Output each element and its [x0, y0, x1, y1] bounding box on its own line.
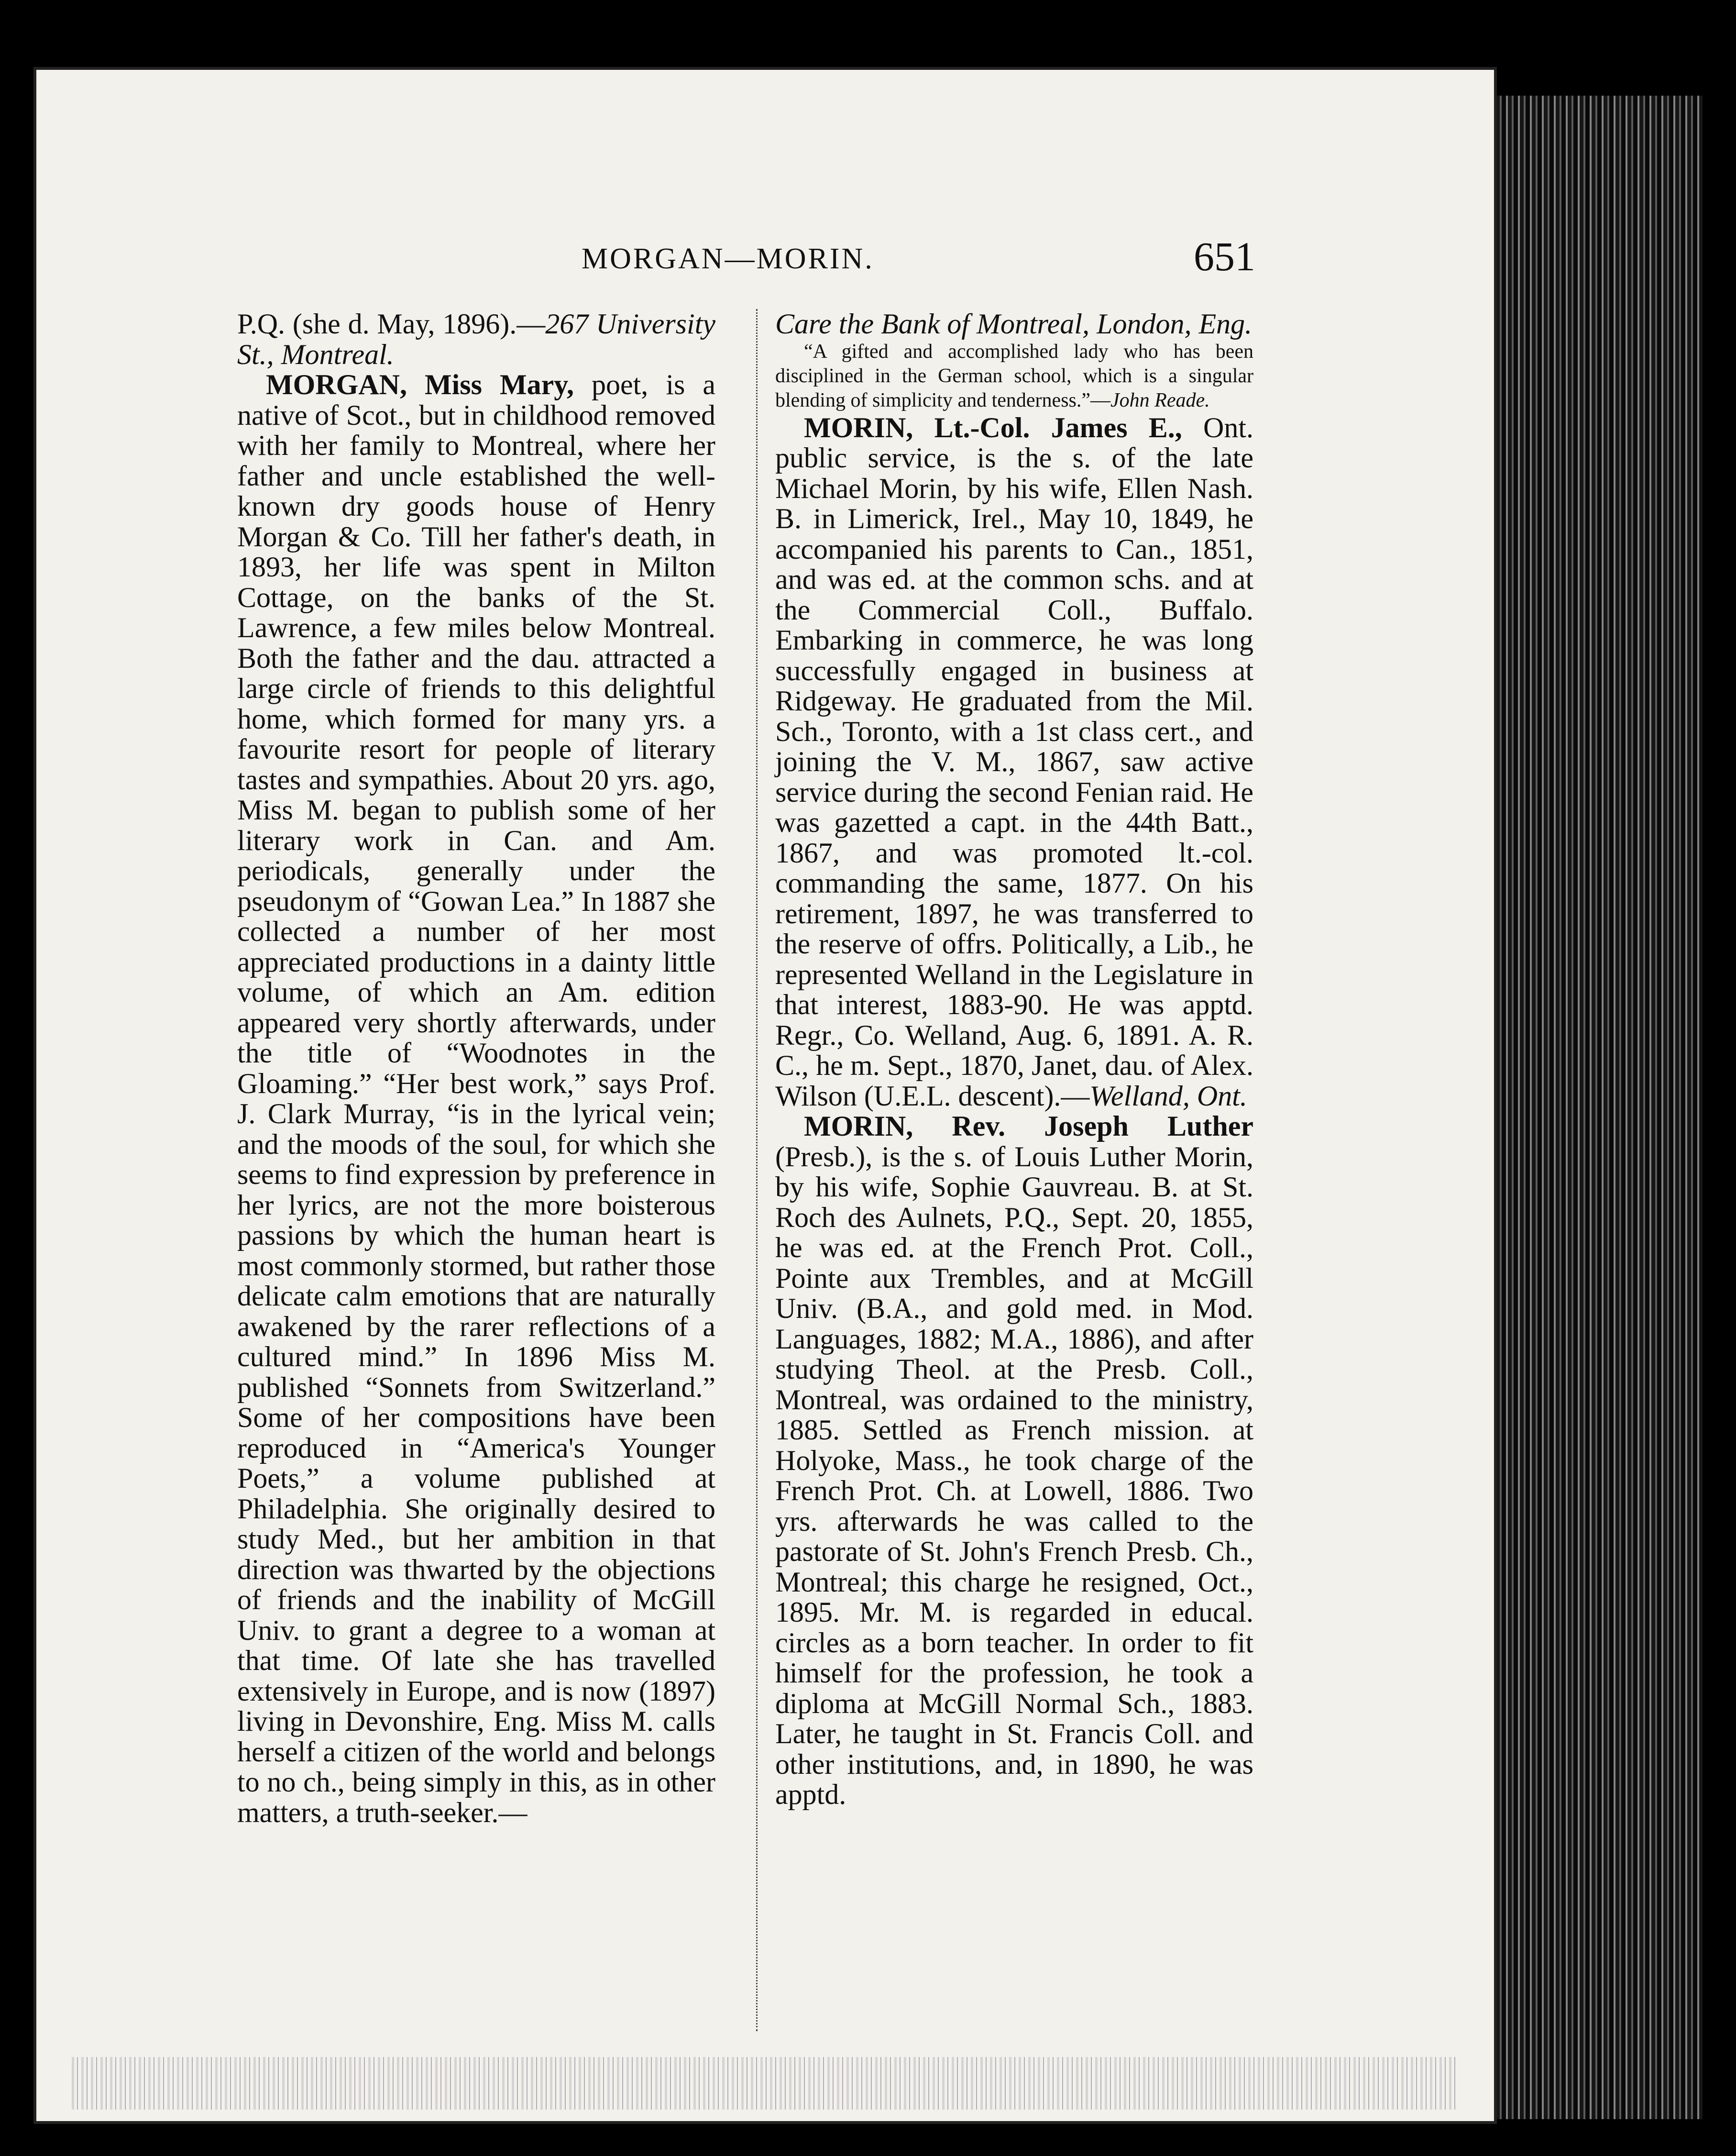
entry-name: MORGAN, Miss Mary, [266, 369, 574, 400]
right-column [775, 309, 1253, 1810]
entry-quote [775, 340, 1253, 413]
column-divider [756, 309, 758, 2031]
entry-address: Welland, Ont. [1089, 1080, 1247, 1112]
running-head [36, 232, 1500, 290]
entry-name: MORIN, Lt.-Col. James E., [804, 411, 1182, 443]
page-gutter-shadow [1478, 96, 1703, 2119]
entry-text: Ont. public service, is the s. of the late Michael Morin, by his wife, Ellen Nash. B. in Limerick, Irel., May 10, 1849, he accompanied his parents to Can., 1851, and was ed. at the common schs. and at the Commercial Coll., Buffalo. Embarking in commerce, he was long successfully engaged in business at Ridgeway. He graduated from the Mil. Sch., Toronto, with a 1st class cert., and joining the V. M., 1867, saw active service during the second Fenian raid. He was gazetted a capt. in the 44th Batt., 1867, and was promoted lt.-col. commanding the same, 1877. On his retirement, 1897, he was transferred to the reserve of offrs. Politically, a Lib., he represented Welland in the Legislature in that interest, 1883-90. He was apptd. Regr., Co. Welland, Aug. 6, 1891. A. R. C., he m. Sept., 1870, Janet, dau. of Alex. Wilson (U.E.L. descent).— [775, 411, 1253, 1112]
quote-text: “A gifted and accomplished lady who has been disciplined in the German school, which is a singular blending of simplicity and tenderness.”— [775, 340, 1253, 411]
entry-continuation [237, 309, 715, 370]
quote-author: John Reade. [1110, 389, 1210, 411]
scan-noise-bottom [72, 2057, 1459, 2110]
book-page [33, 67, 1497, 2124]
entry-name: MORIN, Rev. Joseph Luther [804, 1110, 1253, 1142]
entry-address: 267 University St., Montreal. [237, 308, 715, 370]
page-number: 651 [1194, 233, 1255, 279]
entry-text: poet, is a native of Scot., but in childhood removed with her family to Montreal, where her father and uncle established the well-known dry goods house of Henry Morgan & Co. Till her father's death, in 1893, her life was spent in Milton Cottage, on the banks of the St. Lawrence, a few miles below Montreal. Both the father and the dau. attracted a large circle of friends to this delightful home, which formed for many yrs. a favourite resort for people of literary tastes and sympathies. About 20 yrs. ago, Miss M. began to publish some of her literary work in Can. and Am. periodicals, generally under the pseudonym of “Gowan Lea.” In 1887 she collected a number of her most appreciated productions in a dainty little volume, of which an Am. edition appeared very shortly afterwards, under the title of “Woodnotes in the Gloaming.” “Her best work,” says Prof. J. Clark Murray, “is in the lyrical vein; and the moods of the soul, for which she seems to find expression by preference in her lyrics, are not the more boisterous passions by which the human heart is most commonly stormed, but rather those delicate calm emotions that are naturally awakened by the rarer reflections of a cultured mind.” In 1896 Miss M. published “Sonnets from Switzerland.” Some of her compositions have been reproduced in “America's Younger Poets,” a volume published at Philadelphia. She originally desired to study Med., but her ambition in that direction was thwarted by the objections of friends and the inability of McGill Univ. to grant a degree to a woman at that time. Of late she has travelled extensively in Europe, and is now (1897) living in Devonshire, Eng. Miss M. calls herself a citizen of the world and belongs to no ch., being simply in this, as in other matters, a truth-seeker.— [237, 369, 715, 1828]
entry-address-continuation: Care the Bank of Montreal, London, Eng. [775, 308, 1253, 340]
entry-morin-james [775, 413, 1253, 1112]
entry-text: (Presb.), is the s. of Louis Luther Morin, by his wife, Sophie Gauvreau. B. at St. Roch des Aulnets, P.Q., Sept. 20, 1855, he was ed. at the French Prot. Coll., Pointe aux Trembles, and at McGill Univ. (B.A., and gold med. in Mod. Languages, 1882; M.A., 1886), and after studying Theol. at the Presb. Coll., Montreal, was ordained to the ministry, 1885. Settled as French mission. at Holyoke, Mass., he took charge of the French Prot. Ch. at Lowell, 1886. Two yrs. afterwards he was called to the pastorate of St. John's French Presb. Ch., Montreal; this charge he resigned, Oct., 1895. Mr. M. is regarded in educal. circles as a born teacher. In order to fit himself for the profession, he took a diploma at McGill Normal Sch., 1883. Later, he taught in St. Francis Coll. and other institutions, and, in 1890, he was apptd. [775, 1140, 1253, 1810]
entry-morin-joseph [775, 1111, 1253, 1810]
entry-morgan-mary [237, 370, 715, 1828]
running-head-title: MORGAN—MORIN. [582, 243, 874, 275]
left-column [237, 309, 715, 1828]
entry-text: P.Q. (she d. May, 1896).— [237, 308, 546, 340]
